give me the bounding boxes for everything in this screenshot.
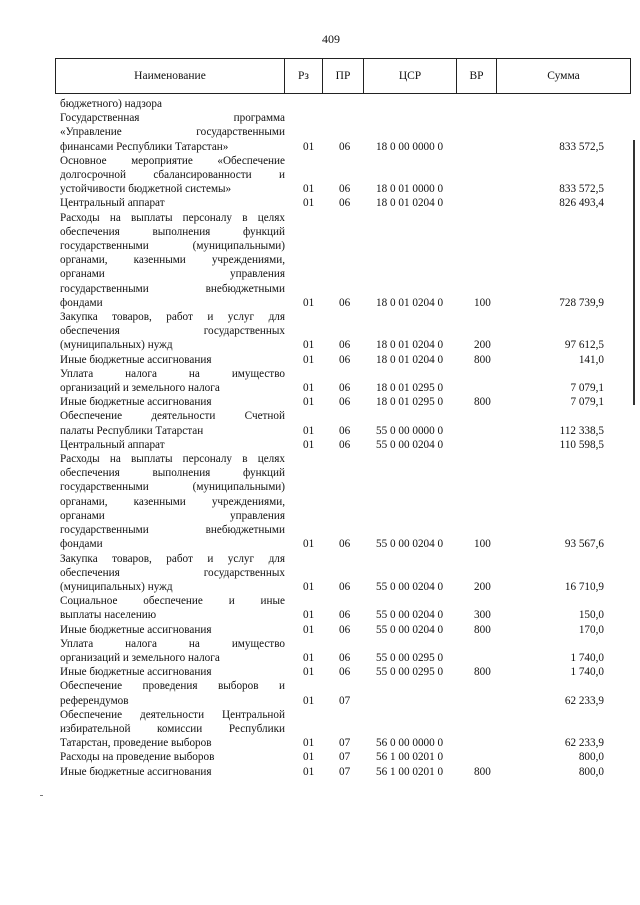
table-row (60, 708, 632, 751)
row-sum: 93 567,6 (564, 538, 604, 551)
row-rz: 01 (303, 737, 315, 750)
row-vr: 100 (474, 296, 491, 309)
row-csr: 18 0 01 0295 0 (376, 396, 444, 409)
row-name (60, 452, 285, 551)
row-name-line: финансами Республики Татарстан» (60, 140, 229, 153)
header-sum: Сумма (496, 59, 630, 93)
row-name-line: избирательной комиссии Республики (60, 722, 285, 735)
row-csr: 56 0 00 0000 0 (376, 737, 444, 750)
row-name-line: органами, казенными учреждениями, (60, 254, 285, 267)
row-rz: 01 (303, 580, 315, 593)
page-number: 409 (322, 32, 340, 46)
row-name-line: Обеспечение деятельности Счетной (60, 410, 285, 423)
row-csr: 55 0 00 0204 0 (376, 438, 444, 451)
row-vr: 800 (474, 396, 491, 409)
table-header (55, 58, 631, 94)
row-csr: 56 1 00 0201 0 (376, 765, 444, 778)
row-name-line: выплаты населению (60, 609, 157, 622)
row-pr: 06 (339, 353, 351, 366)
row-rz: 01 (303, 296, 315, 309)
row-name-line: государственными внебюджетными (60, 282, 285, 295)
row-sum: 800,0 (578, 765, 604, 778)
row-name-line: Татарстан, проведение выборов (60, 737, 212, 750)
budget-table (60, 97, 632, 779)
row-name (60, 97, 285, 111)
row-sum: 1 740,0 (570, 666, 604, 679)
row-pr: 06 (339, 609, 351, 622)
row-rz: 01 (303, 694, 315, 707)
row-name-line: Социальное обеспечение и иные (60, 595, 285, 608)
header-csr: ЦСР (363, 59, 456, 93)
row-name-line: Иные бюджетные ассигнования (60, 396, 212, 409)
row-name-line: Расходы на выплаты персоналу в целях (60, 453, 285, 466)
table-row (60, 665, 632, 679)
row-pr: 06 (339, 339, 351, 352)
table-row (60, 310, 632, 353)
row-name-line: обеспечения выполнения функций (60, 467, 285, 480)
row-name-line: органами, казенными учреждениями, (60, 495, 285, 508)
row-name (60, 708, 285, 751)
row-vr: 200 (474, 339, 491, 352)
row-sum: 1 740,0 (570, 651, 604, 664)
row-name-line: государственными (муниципальными) (60, 481, 285, 494)
row-rz: 01 (303, 538, 315, 551)
table-row (60, 97, 632, 111)
row-sum: 7 079,1 (570, 396, 604, 409)
header-name: Наименование (134, 69, 206, 82)
row-rz: 01 (303, 353, 315, 366)
table-row (60, 353, 632, 367)
table-row (60, 211, 632, 310)
row-csr: 18 0 00 0000 0 (376, 140, 444, 153)
row-pr: 07 (339, 694, 351, 707)
table-row (60, 679, 632, 707)
table-row (60, 154, 632, 197)
row-name (60, 196, 285, 210)
row-name-line: обеспечения государственных (60, 325, 285, 338)
row-vr: 800 (474, 765, 491, 778)
row-name-line: организаций и земельного налога (60, 651, 220, 664)
header-vr: ВР (456, 59, 496, 93)
row-name (60, 665, 285, 679)
row-sum: 800,0 (578, 751, 604, 764)
row-pr: 06 (339, 296, 351, 309)
row-name-line: Расходы на проведение выборов (60, 751, 215, 764)
row-sum: 62 233,9 (564, 694, 604, 707)
row-sum: 141,0 (578, 353, 604, 366)
row-name-line: органами управления (60, 268, 285, 281)
row-name (60, 367, 285, 395)
row-name (60, 310, 285, 353)
row-pr: 06 (339, 197, 351, 210)
row-name (60, 353, 285, 367)
row-name-line: Иные бюджетные ассигнования (60, 623, 212, 636)
row-name-line: обеспечения выполнения функций (60, 225, 285, 238)
row-rz: 01 (303, 438, 315, 451)
row-name-line: (муниципальных) нужд (60, 339, 173, 352)
row-sum: 833 572,5 (559, 140, 604, 153)
row-rz: 01 (303, 651, 315, 664)
row-csr: 18 0 01 0204 0 (376, 339, 444, 352)
row-sum: 833 572,5 (559, 183, 604, 196)
row-rz: 01 (303, 339, 315, 352)
row-name (60, 594, 285, 622)
row-csr: 18 0 01 0000 0 (376, 183, 444, 196)
table-row (60, 637, 632, 665)
row-pr: 06 (339, 651, 351, 664)
row-name-line: Иные бюджетные ассигнования (60, 765, 212, 778)
row-name-line: (муниципальных) нужд (60, 580, 173, 593)
row-name-line: устойчивости бюджетной системы» (60, 183, 232, 196)
row-vr: 800 (474, 353, 491, 366)
row-name (60, 750, 285, 764)
row-name-line: государственными внебюджетными (60, 524, 285, 537)
row-sum: 728 739,9 (559, 296, 604, 309)
scan-margin-mark (633, 140, 635, 405)
row-sum: 826 493,4 (559, 197, 604, 210)
row-name-line: Центральный аппарат (60, 197, 165, 210)
table-row (60, 111, 632, 154)
row-sum: 7 079,1 (570, 382, 604, 395)
row-rz: 01 (303, 751, 315, 764)
row-rz: 01 (303, 140, 315, 153)
table-row (60, 623, 632, 637)
row-csr: 18 0 01 0204 0 (376, 353, 444, 366)
table-row (60, 196, 632, 210)
row-name (60, 623, 285, 637)
row-csr: 55 0 00 0204 0 (376, 580, 444, 593)
row-name-line: органами управления (60, 509, 285, 522)
row-pr: 06 (339, 424, 351, 437)
row-csr: 55 0 00 0204 0 (376, 623, 444, 636)
scan-artifact (40, 795, 43, 796)
row-name-line: обеспечения государственных (60, 566, 285, 579)
table-row (60, 438, 632, 452)
row-name-line: Центральный аппарат (60, 438, 165, 451)
row-name (60, 679, 285, 707)
table-row (60, 395, 632, 409)
row-sum: 62 233,9 (564, 737, 604, 750)
row-pr: 06 (339, 538, 351, 551)
row-name-line: Государственная программа (60, 112, 285, 125)
row-vr: 100 (474, 538, 491, 551)
table-row (60, 452, 632, 551)
row-csr: 56 1 00 0201 0 (376, 751, 444, 764)
row-rz: 01 (303, 609, 315, 622)
row-name-line: Закупка товаров, работ и услуг для (60, 311, 285, 324)
row-pr: 07 (339, 737, 351, 750)
header-pr: ПР (322, 59, 363, 93)
row-rz: 01 (303, 382, 315, 395)
row-name-line: бюджетного) надзора (60, 98, 162, 110)
table-row (60, 367, 632, 395)
row-name-line: Закупка товаров, работ и услуг для (60, 552, 285, 565)
row-pr: 06 (339, 438, 351, 451)
row-name-line: Обеспечение проведения выборов и (60, 680, 285, 693)
row-csr: 55 0 00 0204 0 (376, 538, 444, 551)
row-pr: 06 (339, 396, 351, 409)
row-rz: 01 (303, 424, 315, 437)
row-name-line: «Управление государственными (60, 126, 285, 139)
row-name-line: Иные бюджетные ассигнования (60, 666, 212, 679)
row-name (60, 154, 285, 197)
row-name-line: Иные бюджетные ассигнования (60, 353, 212, 366)
row-pr: 07 (339, 751, 351, 764)
row-csr: 55 0 00 0295 0 (376, 666, 444, 679)
row-vr: 800 (474, 666, 491, 679)
row-vr: 800 (474, 623, 491, 636)
row-csr: 55 0 00 0204 0 (376, 609, 444, 622)
row-sum: 16 710,9 (564, 580, 604, 593)
row-vr: 200 (474, 580, 491, 593)
row-csr: 18 0 01 0204 0 (376, 197, 444, 210)
row-pr: 07 (339, 765, 351, 778)
row-name (60, 637, 285, 665)
row-name (60, 438, 285, 452)
row-name-line: долгосрочной сбалансированности и (60, 169, 285, 182)
row-name (60, 765, 285, 779)
row-rz: 01 (303, 623, 315, 636)
row-csr: 18 0 01 0295 0 (376, 382, 444, 395)
row-csr: 55 0 00 0000 0 (376, 424, 444, 437)
row-sum: 150,0 (578, 609, 604, 622)
row-name-line: Расходы на выплаты персоналу в целях (60, 211, 285, 224)
row-name-line: фондами (60, 296, 103, 309)
row-name-line: фондами (60, 538, 103, 551)
table-row (60, 765, 632, 779)
row-name-line: Основное мероприятие «Обеспечение (60, 154, 285, 167)
table-row (60, 750, 632, 764)
row-name-line: Обеспечение деятельности Центральной (60, 708, 285, 721)
row-sum: 170,0 (578, 623, 604, 636)
row-name (60, 395, 285, 409)
row-csr: 18 0 01 0204 0 (376, 296, 444, 309)
row-name-line: Уплата налога на имущество (60, 637, 285, 650)
row-pr: 06 (339, 382, 351, 395)
row-rz: 01 (303, 396, 315, 409)
row-pr: 06 (339, 140, 351, 153)
row-rz: 01 (303, 183, 315, 196)
row-sum: 112 338,5 (559, 424, 604, 437)
row-pr: 06 (339, 666, 351, 679)
header-rz: Рз (284, 59, 322, 93)
row-name (60, 211, 285, 310)
row-pr: 06 (339, 183, 351, 196)
row-name-line: организаций и земельного налога (60, 382, 220, 395)
row-sum: 110 598,5 (559, 438, 604, 451)
table-row (60, 594, 632, 622)
row-rz: 01 (303, 765, 315, 778)
row-pr: 06 (339, 580, 351, 593)
row-name-line: референдумов (60, 694, 129, 707)
table-row (60, 552, 632, 595)
row-name (60, 552, 285, 595)
row-rz: 01 (303, 197, 315, 210)
row-name-line: Уплата налога на имущество (60, 367, 285, 380)
row-name (60, 111, 285, 154)
row-vr: 300 (474, 609, 491, 622)
table-row (60, 409, 632, 437)
row-name (60, 409, 285, 437)
row-csr: 55 0 00 0295 0 (376, 651, 444, 664)
row-name-line: государственными (муниципальными) (60, 240, 285, 253)
row-sum: 97 612,5 (564, 339, 604, 352)
row-rz: 01 (303, 666, 315, 679)
row-pr: 06 (339, 623, 351, 636)
row-name-line: палаты Республики Татарстан (60, 424, 204, 437)
